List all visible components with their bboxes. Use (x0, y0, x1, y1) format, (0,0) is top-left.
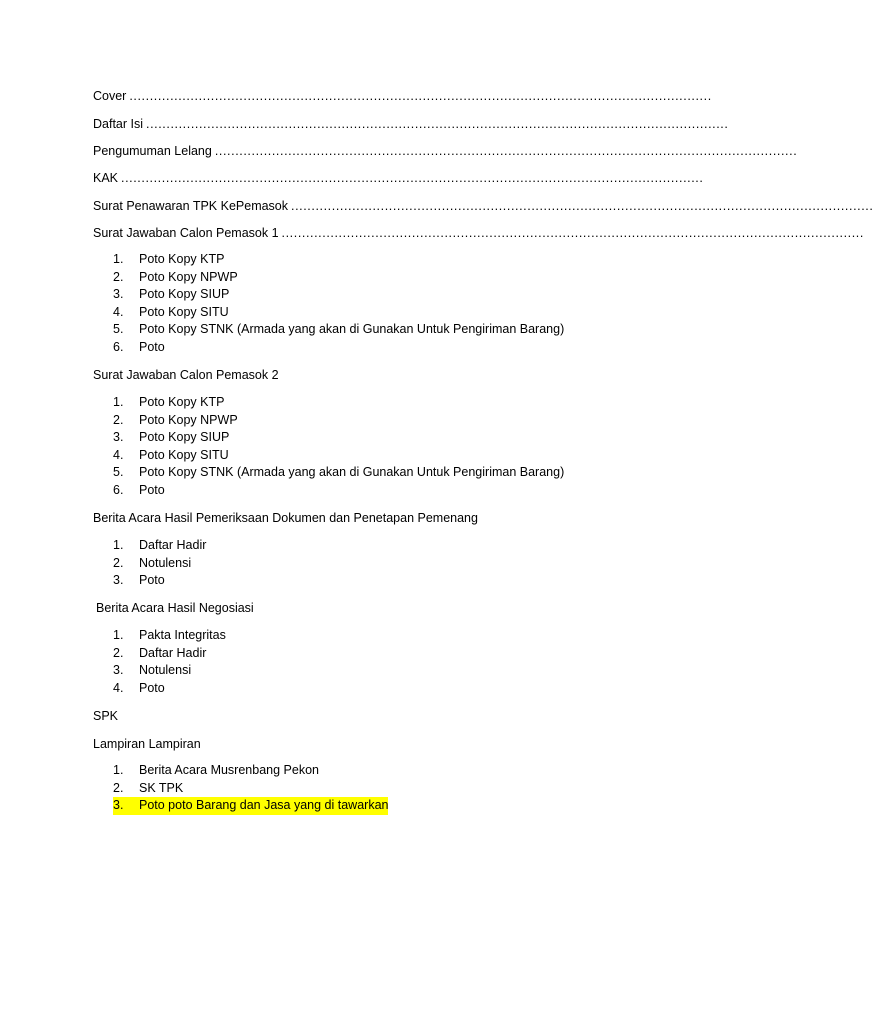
list-number: 5. (113, 465, 124, 480)
toc-leader-dots: ............................................................................................................................................... (281, 226, 864, 240)
toc-leader-dots: ............................................................................................................................................... (121, 171, 704, 185)
list-text: Poto Kopy SIUP (139, 287, 230, 302)
list-text: Poto (139, 573, 165, 588)
list-number: 4. (113, 304, 124, 319)
list-item (113, 429, 564, 447)
list-item (113, 645, 226, 663)
list-number: 2. (113, 269, 124, 284)
list-pemasok-1 (113, 251, 564, 357)
list-item (113, 537, 206, 555)
toc-line-kak (93, 169, 704, 187)
list-number: 6. (113, 339, 124, 354)
list-number: 3. (113, 798, 124, 813)
list-item (113, 662, 226, 680)
list-item (113, 447, 564, 465)
list-item (113, 251, 564, 269)
list-number: 5. (113, 322, 124, 337)
toc-leader-dots: ............................................................................................................................................... (214, 144, 798, 158)
list-item (113, 482, 564, 500)
highlight-mark (113, 797, 388, 815)
toc-leader-dots: ............................................................................................................................................... (146, 117, 729, 131)
list-item (113, 394, 564, 412)
list-item (113, 339, 564, 357)
list-text: SK TPK (139, 780, 184, 795)
list-item (113, 412, 564, 430)
list-text: Poto Kopy NPWP (139, 412, 238, 427)
list-number: 2. (113, 412, 124, 427)
list-number: 2. (113, 780, 124, 795)
list-number: 1. (113, 538, 124, 552)
toc-title: KAK (93, 171, 119, 185)
list-berita-pemeriksaan (113, 537, 206, 590)
heading-spk: SPK (93, 709, 119, 723)
list-item (113, 780, 388, 798)
heading-pemasok-2: Surat Jawaban Calon Pemasok 2 (93, 368, 279, 382)
toc-line-daftar-isi (93, 115, 729, 133)
list-text: Poto Kopy KTP (139, 395, 225, 409)
list-item (113, 572, 206, 590)
list-item (113, 627, 226, 645)
toc-line-surat-penawaran (93, 197, 873, 215)
list-number: 2. (113, 555, 124, 570)
list-item (113, 680, 226, 698)
list-number: 1. (113, 252, 124, 266)
list-text: Notulensi (139, 555, 192, 570)
list-number: 3. (113, 663, 124, 678)
list-number: 3. (113, 287, 124, 302)
list-text: Poto Kopy SIUP (139, 430, 230, 445)
toc-title: Cover (93, 89, 127, 103)
heading-lampiran: Lampiran Lampiran (93, 737, 201, 751)
list-number: 3. (113, 430, 124, 445)
list-lampiran (113, 762, 388, 815)
list-text: Daftar Hadir (139, 645, 207, 660)
heading-berita-pemeriksaan: Berita Acara Hasil Pemeriksaan Dokumen dan Penetapan Pemenang (93, 511, 478, 525)
toc-line-pengumuman-lelang (93, 142, 798, 160)
toc-line-surat-jawaban-1 (93, 224, 864, 242)
toc-title: Surat Jawaban Calon Pemasok 1 (93, 226, 279, 240)
list-text: Poto Kopy SITU (139, 447, 229, 462)
list-text: Poto Kopy NPWP (139, 269, 238, 284)
list-number: 4. (113, 447, 124, 462)
list-text: Pakta Integritas (139, 628, 226, 642)
list-text: Poto (139, 680, 165, 695)
list-item (113, 555, 206, 573)
toc-leader-dots: ............................................................................................................................................... (129, 89, 712, 103)
toc-title: Daftar Isi (93, 117, 144, 131)
list-text: Poto (139, 482, 165, 497)
list-number: 4. (113, 680, 124, 695)
list-item (113, 286, 564, 304)
list-text: Daftar Hadir (139, 538, 207, 552)
list-text: Poto Kopy KTP (139, 252, 225, 266)
list-number: 3. (113, 573, 124, 588)
toc-line-cover (93, 87, 712, 105)
list-pemasok-2 (113, 394, 564, 500)
list-item (113, 464, 564, 482)
list-item (113, 762, 388, 780)
heading-berita-negosiasi: Berita Acara Hasil Negosiasi (96, 601, 254, 615)
list-number: 2. (113, 645, 124, 660)
list-number: 6. (113, 482, 124, 497)
list-text: Berita Acara Musrenbang Pekon (139, 763, 319, 777)
list-item (113, 321, 564, 339)
toc-title: Surat Penawaran TPK KePemasok (93, 199, 289, 213)
list-item-highlighted (113, 797, 388, 815)
list-text: Poto Kopy STNK (Armada yang akan di Gunakan Untuk Pengiriman Barang) (139, 465, 565, 480)
list-number: 1. (113, 763, 124, 777)
toc-leader-dots: ............................................................................................................................................... (291, 199, 873, 213)
list-text: Poto poto Barang dan Jasa yang di tawarkan (139, 798, 389, 813)
list-item (113, 269, 564, 287)
list-text: Poto Kopy SITU (139, 304, 229, 319)
list-berita-negosiasi (113, 627, 226, 697)
list-text: Notulensi (139, 663, 192, 678)
list-number: 1. (113, 395, 124, 409)
list-item (113, 304, 564, 322)
toc-title: Pengumuman Lelang (93, 144, 212, 158)
list-number: 1. (113, 628, 124, 642)
list-text: Poto (139, 339, 165, 354)
list-text: Poto Kopy STNK (Armada yang akan di Gunakan Untuk Pengiriman Barang) (139, 322, 565, 337)
